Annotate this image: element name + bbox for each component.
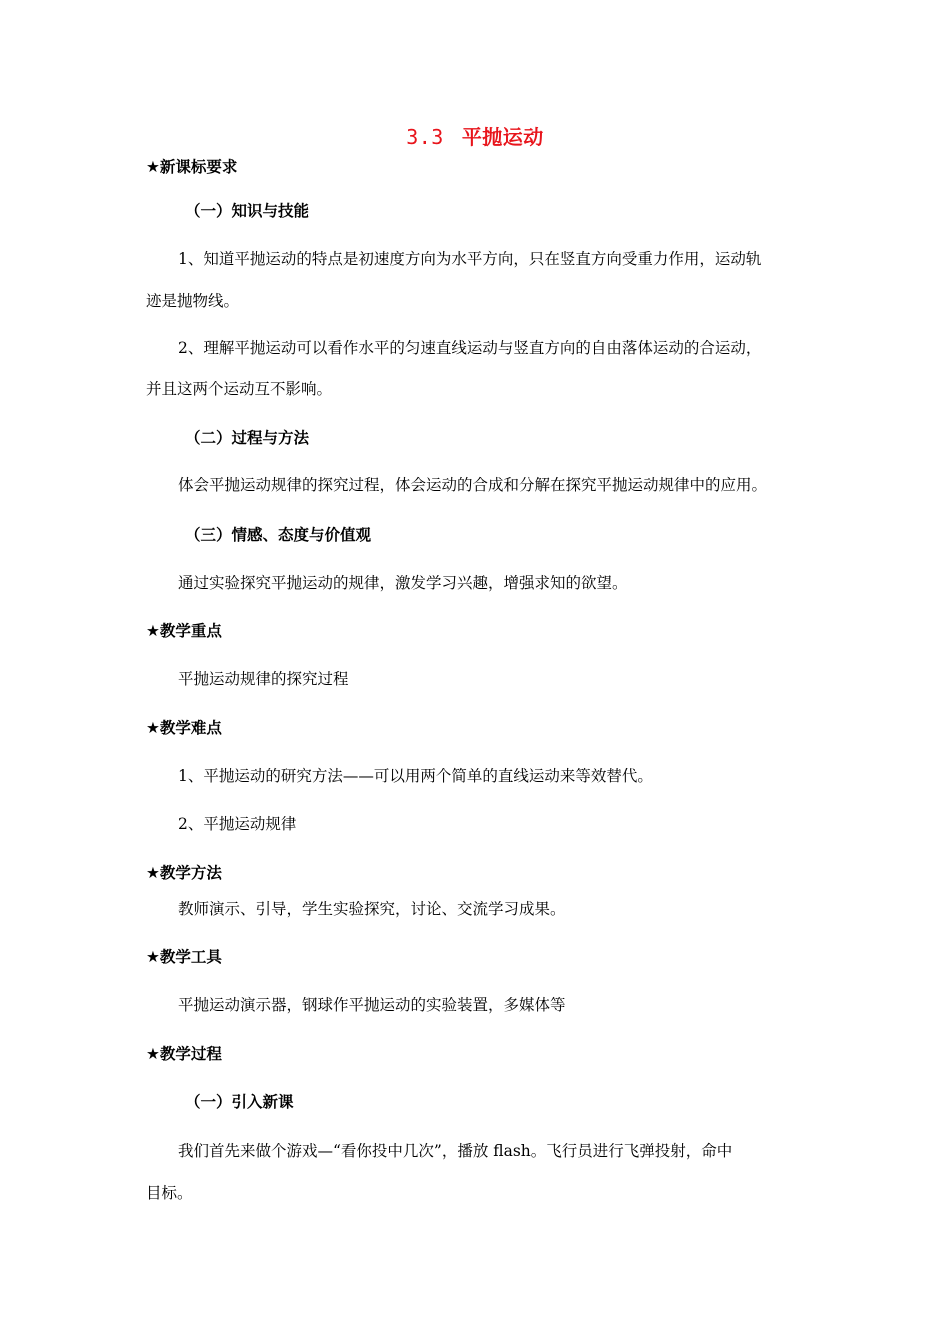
heading-teaching-focus: ★教学重点 bbox=[146, 622, 222, 640]
subheading-introduce-lesson: （一）引入新课 bbox=[185, 1093, 294, 1111]
paragraph-line: 2、理解平抛运动可以看作水平的匀速直线运动与竖直方向的自由落体运动的合运动， bbox=[178, 339, 762, 357]
paragraph-line: 并且这两个运动互不影响。 bbox=[146, 380, 333, 398]
heading-teaching-difficulty: ★教学难点 bbox=[146, 719, 222, 737]
heading-curriculum-requirements: ★新课标要求 bbox=[146, 158, 238, 176]
heading-teaching-process: ★教学过程 bbox=[146, 1045, 222, 1063]
paragraph-line: 1、知道平抛运动的特点是初速度方向为水平方向，只在竖直方向受重力作用，运动轨 bbox=[178, 250, 762, 268]
paragraph-line: 我们首先来做个游戏—“看你投中几次”，播放 flash。飞行员进行飞弹投射，命中 bbox=[178, 1142, 733, 1160]
section-number: 3.3 bbox=[406, 125, 444, 149]
paragraph-line: 目标。 bbox=[146, 1184, 193, 1202]
subheading-process-methods: （二）过程与方法 bbox=[185, 429, 310, 447]
subheading-knowledge-skills: （一）知识与技能 bbox=[185, 202, 310, 220]
section-title: 平抛运动 bbox=[461, 125, 544, 149]
paragraph-line: 教师演示、引导，学生实验探究，讨论、交流学习成果。 bbox=[178, 900, 566, 918]
heading-teaching-tools: ★教学工具 bbox=[146, 948, 222, 966]
subheading-attitudes-values: （三）情感、态度与价值观 bbox=[185, 526, 372, 544]
paragraph-line: 1、平抛运动的研究方法——可以用两个简单的直线运动来等效替代。 bbox=[178, 767, 653, 785]
paragraph-line: 体会平抛运动规律的探究过程，体会运动的合成和分解在探究平抛运动规律中的应用。 bbox=[178, 476, 768, 494]
paragraph-line: 2、平抛运动规律 bbox=[178, 815, 297, 833]
paragraph-line: 平抛运动规律的探究过程 bbox=[178, 670, 349, 688]
paragraph-line: 通过实验探究平抛运动的规律，激发学习兴趣，增强求知的欲望。 bbox=[178, 574, 628, 592]
heading-teaching-methods: ★教学方法 bbox=[146, 864, 222, 882]
paragraph-line: 平抛运动演示器，钢球作平抛运动的实验装置，多媒体等 bbox=[178, 996, 566, 1014]
document-title bbox=[0, 121, 950, 150]
paragraph-line: 迹是抛物线。 bbox=[146, 292, 240, 310]
